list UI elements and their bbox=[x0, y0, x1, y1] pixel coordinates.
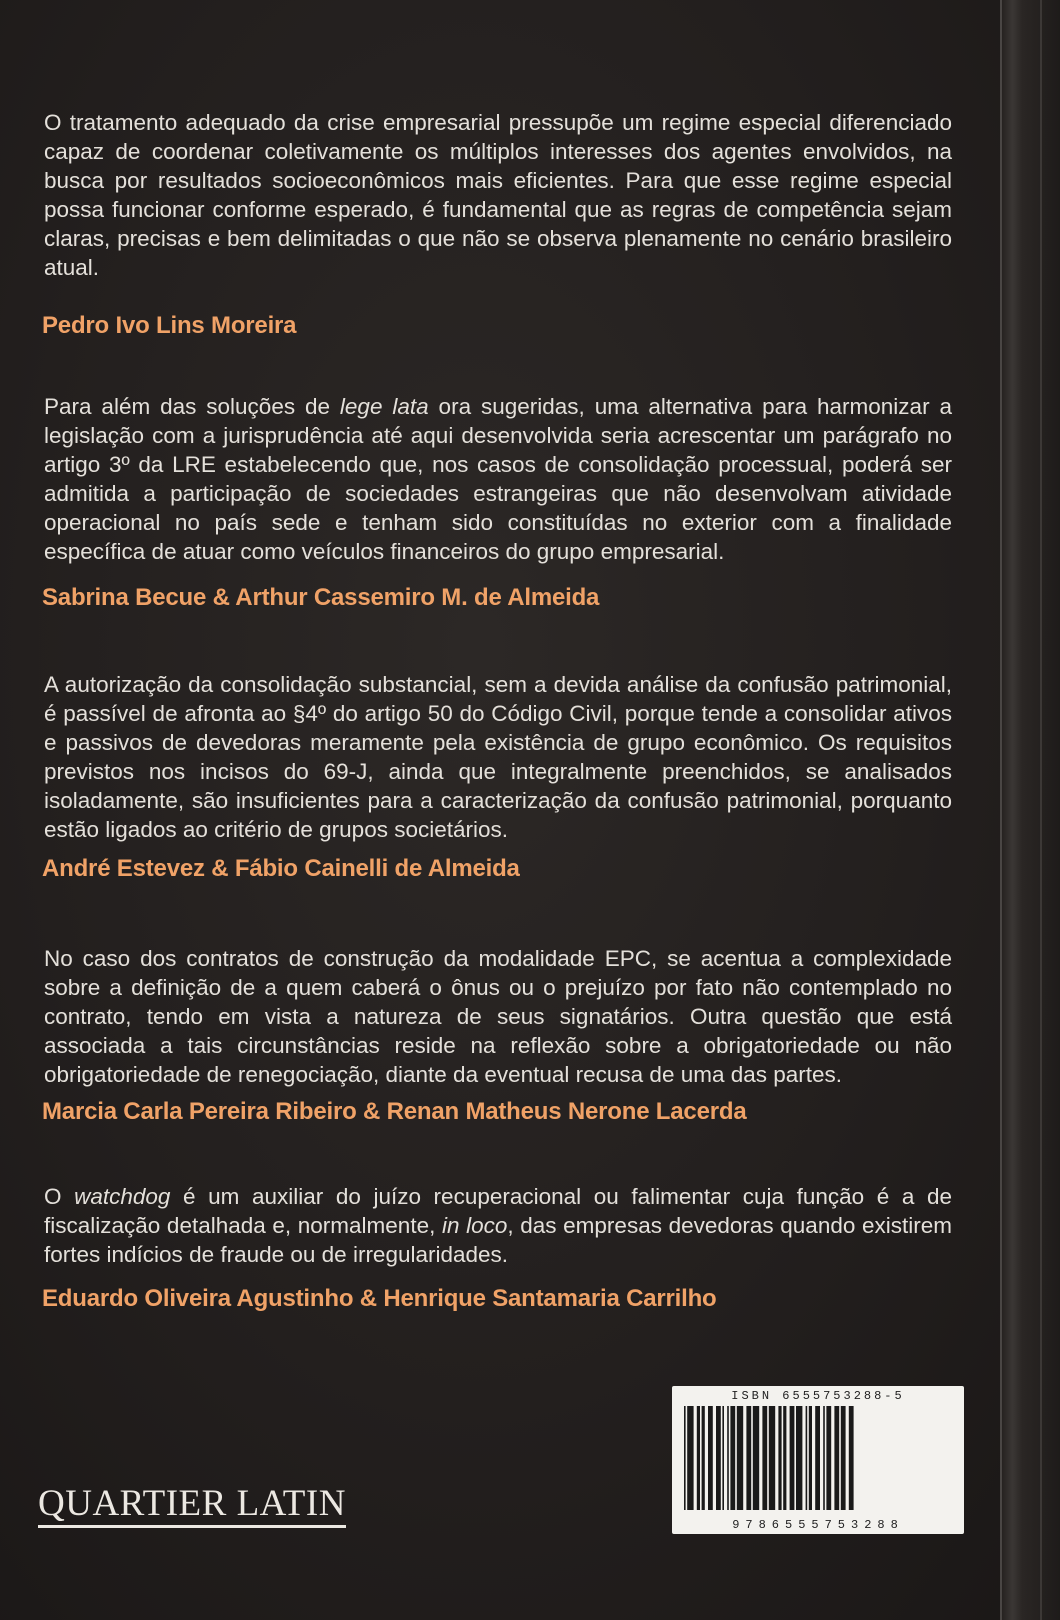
quote-2-text bbox=[44, 392, 952, 566]
barcode-bar bbox=[687, 1406, 693, 1510]
barcode-bar bbox=[702, 1406, 705, 1510]
quote-4-text: No caso dos contratos de construção da modalidade EPC, se acentua a complexidade sobre a definição de a quem caberá o ônus ou o prejuízo por fato não contemplado no contrato, tendo em vista a natureza de seus signatários. Outra questão que está associada a tais circunstâncias reside na reflexão sobre a obrigatoriedade ou não obrigatoriedade de renegociação, diante da eventual recusa de uma das partes. bbox=[44, 946, 952, 1087]
barcode-bar bbox=[826, 1406, 831, 1510]
barcode-bar bbox=[849, 1406, 854, 1510]
quote-5-text-middle: é um auxiliar do juízo recuperacional ou falimentar cuja função é a de fiscalização detalhada e, normalmente, bbox=[44, 1184, 952, 1238]
barcode-bar bbox=[762, 1406, 767, 1510]
barcode-bar bbox=[708, 1406, 713, 1510]
barcode-bar bbox=[746, 1406, 751, 1510]
barcode-bar bbox=[809, 1406, 812, 1510]
quote-5-italic-term: watchdog bbox=[74, 1184, 171, 1209]
barcode-bar bbox=[790, 1406, 795, 1510]
barcode-bars bbox=[682, 1406, 954, 1510]
publisher-logo: QUARTIER LATIN bbox=[38, 1484, 346, 1528]
quote-2-text-end: ora sugeridas, uma alternativa para harmonizar a legislação com a jurisprudência até aqui desenvolvida seria acrescentar um parágrafo no artigo 3º da LRE estabelecendo que, nos casos de consolidação processual, poderá ser admitida a participação de sociedades estrangeiras que não desenvolvam atividade operacional no país sede e tenham sido constituídas no exterior com a finalidade específica de atuar como veículos financeiros do grupo empresarial. bbox=[44, 394, 952, 564]
quote-3-author: André Estevez & Fábio Cainelli de Almeida bbox=[42, 855, 520, 882]
quote-5-text-end: , das empresas devedoras quando existirem fortes indícios de fraude ou de irregularidades. bbox=[44, 1213, 952, 1267]
quote-2-text-start: Para além das soluções de bbox=[44, 394, 340, 419]
spine-fold-line bbox=[1040, 0, 1042, 1620]
barcode-bar bbox=[730, 1406, 735, 1510]
quote-1-author: Pedro Ivo Lins Moreira bbox=[42, 312, 297, 339]
quote-5-text bbox=[44, 1182, 952, 1269]
barcode-bar bbox=[796, 1406, 802, 1510]
barcode-bar bbox=[783, 1406, 786, 1510]
barcode-bar bbox=[806, 1406, 808, 1510]
barcode-bar bbox=[778, 1406, 781, 1510]
barcode-bar bbox=[684, 1406, 686, 1510]
barcode-bar bbox=[722, 1406, 724, 1510]
barcode-bar bbox=[769, 1406, 775, 1510]
quote-3-text: A autorização da consolidação substancial, sem a devida análise da confusão patrimonial, é passível de afronta ao §4º do artigo 50 do Código Civil, porque tende a consolidar ativos e passivos de devedoras meramente pela existência de grupo econômico. Os requisitos previstos nos incisos do 69-J, ainda que integralmente preenchidos, se analisados isoladamente, são insuficientes para a caracterização da confusão patrimonial, porquanto estão ligados ao critério de grupos societários. bbox=[44, 672, 952, 842]
barcode-bar bbox=[823, 1406, 825, 1510]
barcode-bar bbox=[815, 1406, 820, 1510]
book-spine-edge bbox=[1000, 0, 1060, 1620]
barcode-bar bbox=[697, 1406, 700, 1510]
quote-5-author: Eduardo Oliveira Agustinho & Henrique Santamaria Carrilho bbox=[42, 1285, 717, 1312]
barcode-digits: 9786555753288 bbox=[732, 1518, 904, 1532]
barcode-bar bbox=[834, 1406, 839, 1510]
quote-5-text-start: O bbox=[44, 1184, 75, 1209]
barcode-bar bbox=[737, 1406, 743, 1510]
isbn-barcode bbox=[672, 1386, 964, 1534]
barcode-bar bbox=[716, 1406, 721, 1510]
isbn-label: ISBN 6555753288-5 bbox=[731, 1389, 905, 1403]
quote-2-italic-term: lege lata bbox=[339, 394, 429, 419]
quote-5-italic-term-2: in loco bbox=[441, 1213, 508, 1238]
barcode-bar bbox=[727, 1406, 729, 1510]
quote-4-author: Marcia Carla Pereira Ribeiro & Renan Matheus Nerone Lacerda bbox=[42, 1098, 747, 1125]
quote-2-author: Sabrina Becue & Arthur Cassemiro M. de Almeida bbox=[42, 584, 600, 611]
barcode-bar bbox=[753, 1406, 759, 1510]
barcode-bar bbox=[841, 1406, 846, 1510]
quote-1-text: O tratamento adequado da crise empresarial pressupõe um regime especial diferenciado capaz de coordenar coletivamente os múltiplos interesses dos agentes envolvidos, na busca por resultados socioeconômicos mais eficientes. Para que esse regime especial possa funcionar conforme esperado, é fundamental que as regras de competência sejam claras, precisas e bem delimitadas o que não se observa plenamente no cenário brasileiro atual. bbox=[44, 110, 952, 280]
